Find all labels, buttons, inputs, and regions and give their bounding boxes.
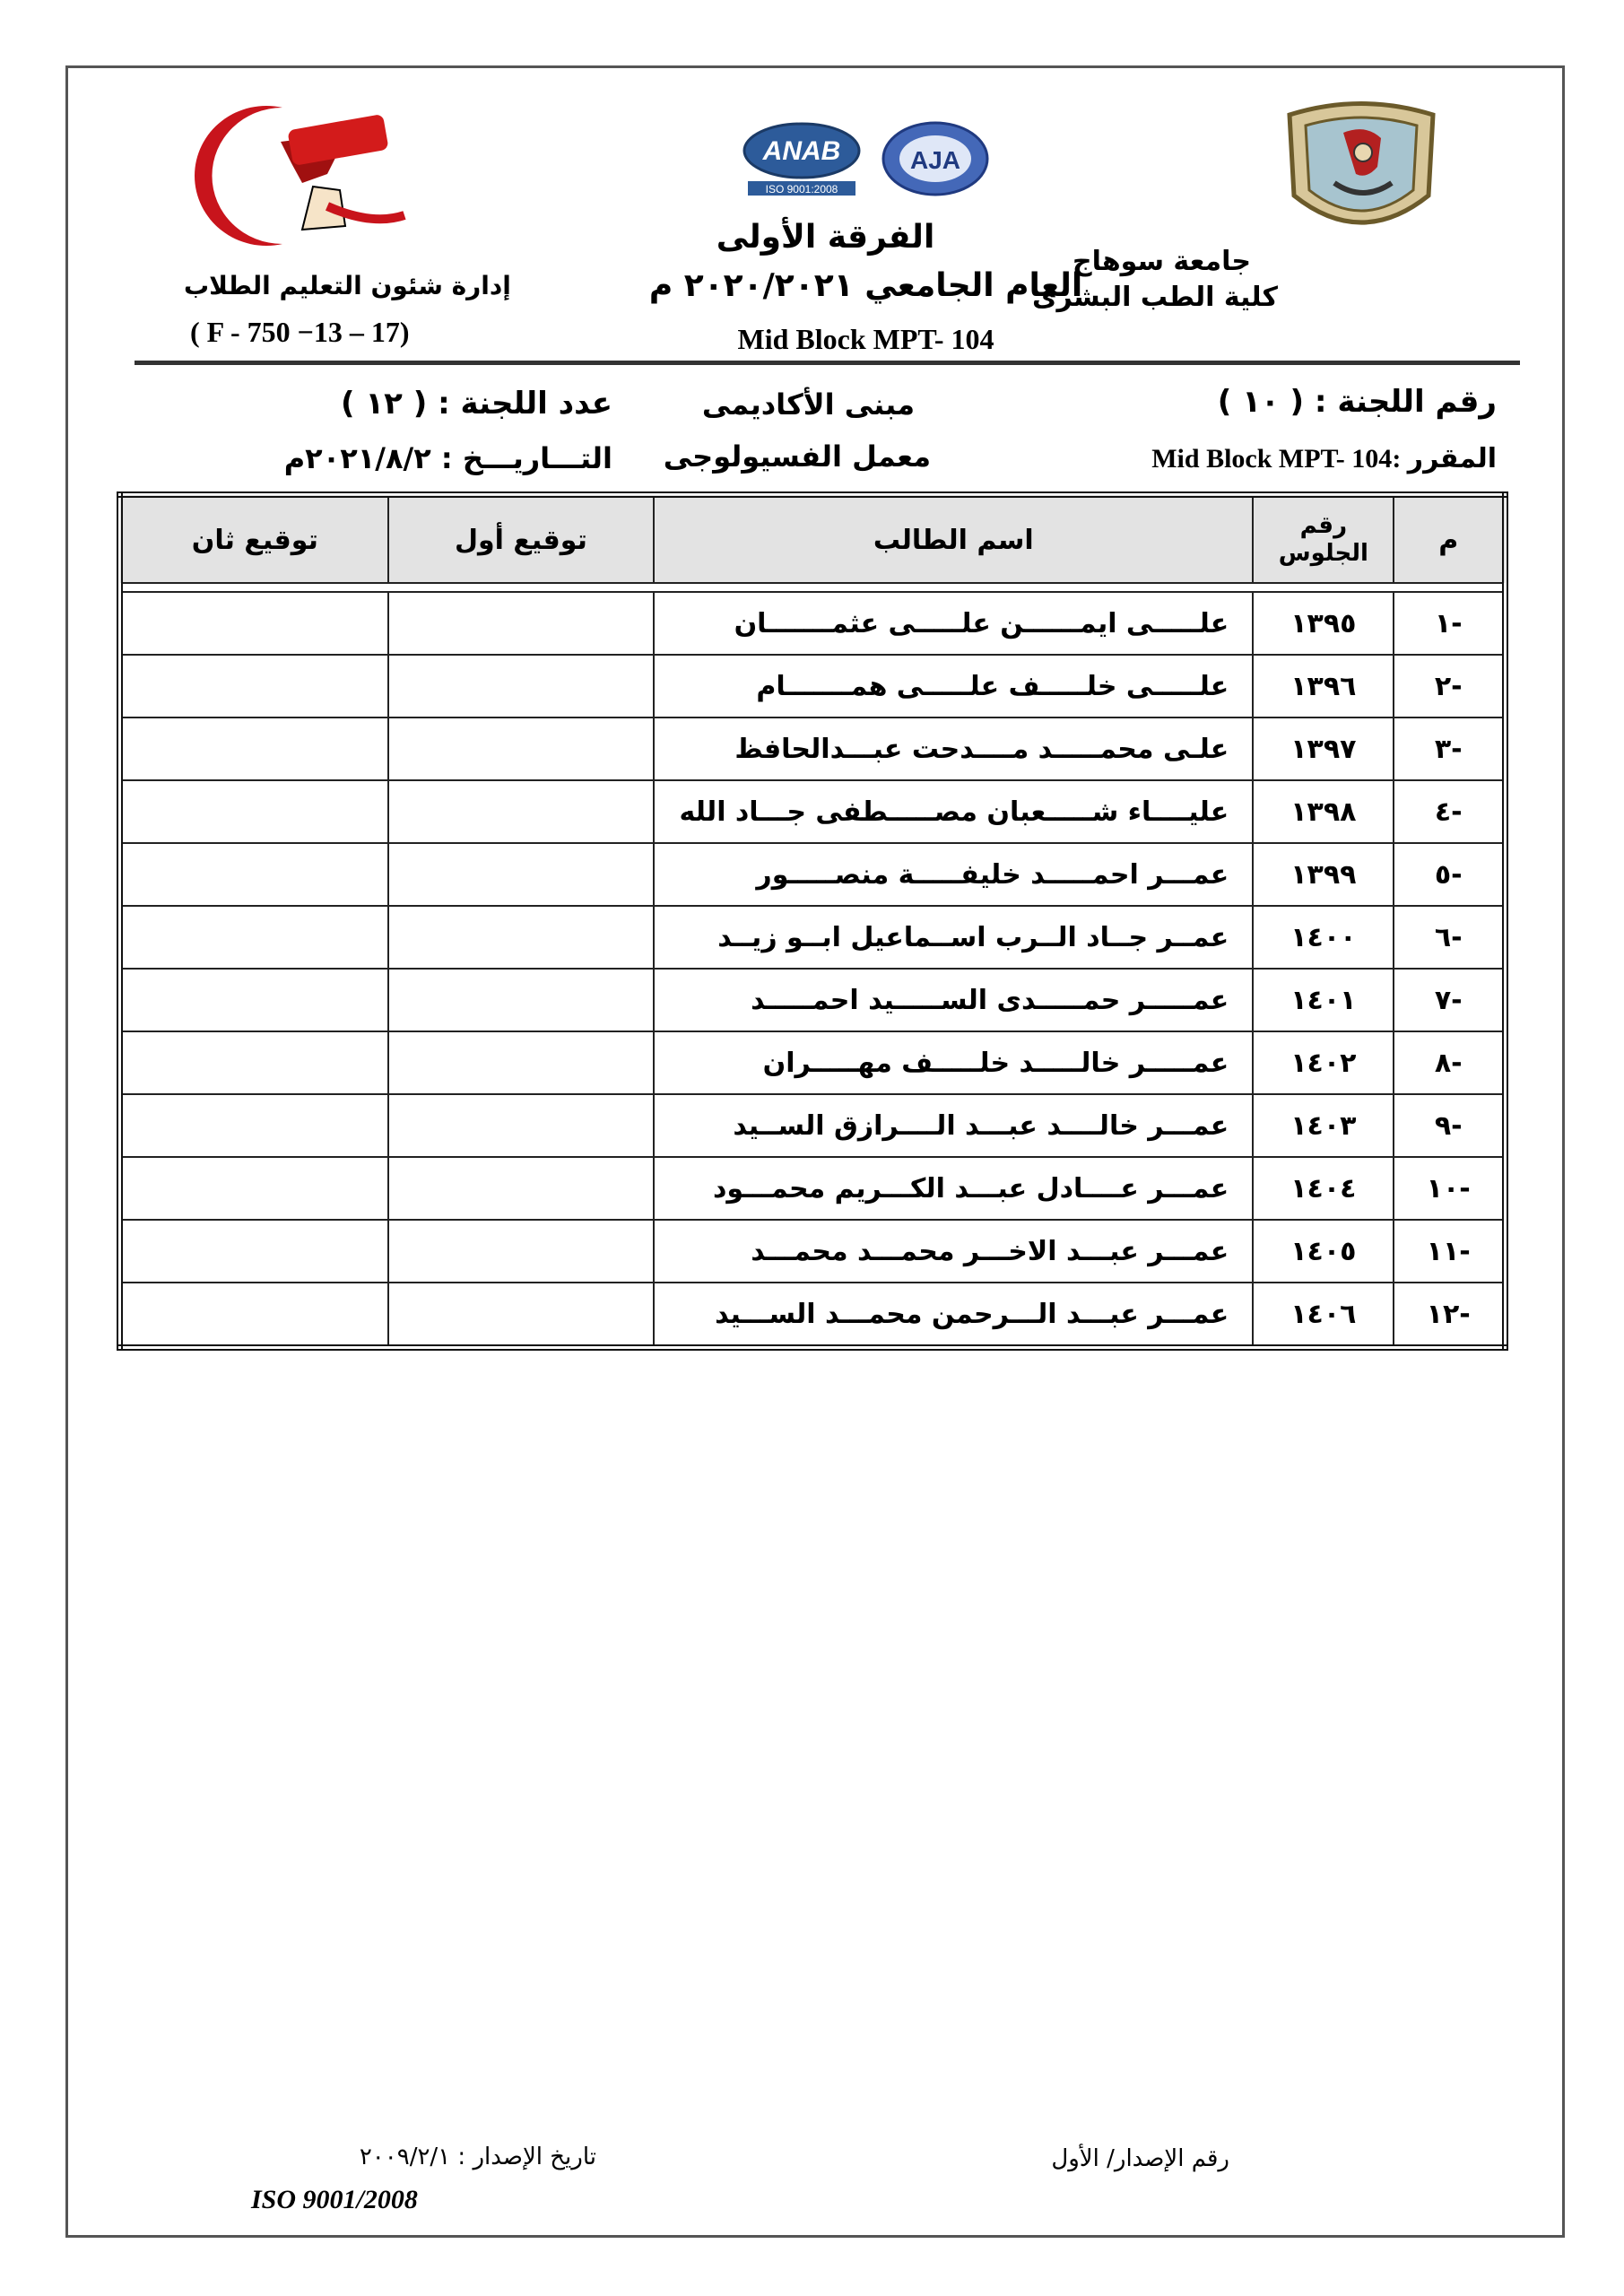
table-row — [120, 592, 1506, 655]
table-row — [120, 1283, 1506, 1348]
form-code: ( F - 750 −13 – 17) — [190, 316, 410, 348]
table-header-row — [120, 495, 1506, 584]
seat-number: ١٤٠٦ — [1253, 1283, 1394, 1348]
second-signature-cell — [120, 780, 388, 843]
seat-number: ١٤٠٥ — [1253, 1220, 1394, 1283]
exam-date: التـــاريـــخ : ٢٠٢١/٨/٢م — [283, 441, 612, 475]
committee-count: عدد اللجنة : ( ١٢ ) — [340, 386, 612, 422]
second-signature-cell — [120, 1157, 388, 1220]
second-signature-cell — [120, 718, 388, 780]
student-name: عمـــــر حمـــــدى الســـــيد احمـــــد — [654, 969, 1253, 1031]
table-row — [120, 780, 1506, 843]
student-name: عمـــر خالــــد عبـــد الــــرازق الســيد — [654, 1094, 1253, 1157]
student-name: عمـــــر خالـــــد خلـــــف مهـــــران — [654, 1031, 1253, 1094]
row-index: -٣ — [1394, 718, 1505, 780]
svg-text:AJA: AJA — [909, 146, 961, 174]
student-name: علـــــى ايمــــــن علـــــى عثمـــــــان — [654, 592, 1253, 655]
course-code-title: Mid Block MPT- 104 — [737, 323, 994, 355]
table-row — [120, 718, 1506, 780]
student-name: عمـــر احمـــــد خليفـــــة منصـــــور — [654, 843, 1253, 906]
second-signature-cell — [120, 843, 388, 906]
building-name: مبنى الأكاديمى — [701, 387, 915, 422]
left-department-name: إدارة شئون التعليم الطلاب — [184, 271, 511, 300]
student-roster-table — [117, 491, 1508, 1351]
issue-number: رقم الإصدار/ الأول — [1051, 2145, 1229, 2172]
seat-number: ١٣٩٦ — [1253, 655, 1394, 718]
anab-accredited-logo — [741, 120, 863, 197]
student-name: عليــــاء شـــــعبان مصـــــطفى جـــاد الله — [654, 780, 1253, 843]
seat-number: ١٤٠٤ — [1253, 1157, 1394, 1220]
first-signature-cell — [388, 655, 655, 718]
first-signature-cell — [388, 1031, 655, 1094]
table-row — [120, 1031, 1506, 1094]
table-row — [120, 655, 1506, 718]
student-name: عمـــر عــــادل عبـــد الكـــريم محمـــود — [654, 1157, 1253, 1220]
header-index: م — [1394, 495, 1505, 584]
right-faculty-name: كلية الطب البشرى — [1031, 282, 1278, 313]
seat-number: ١٣٩٨ — [1253, 780, 1394, 843]
academic-year-group: الفرقة الأولى — [716, 219, 935, 256]
second-signature-cell — [120, 1031, 388, 1094]
row-index: -٨ — [1394, 1031, 1505, 1094]
student-name: علـــــى خلـــــف علـــــى همـــــــام — [654, 655, 1253, 718]
header-second-signature: توقيع ثان — [120, 495, 388, 584]
seat-number: ١٤٠٠ — [1253, 906, 1394, 969]
first-signature-cell — [388, 1094, 655, 1157]
row-index: -١١ — [1394, 1220, 1505, 1283]
table-row — [120, 906, 1506, 969]
faculty-of-medicine-logo — [148, 100, 408, 251]
row-index: -١٠ — [1394, 1157, 1505, 1220]
row-index: -٧ — [1394, 969, 1505, 1031]
issue-date: تاريخ الإصدار : ٢٠٠٩/٢/١ — [359, 2144, 596, 2170]
iso-standard: ISO 9001/2008 — [251, 2185, 418, 2214]
first-signature-cell — [388, 1220, 655, 1283]
second-signature-cell — [120, 592, 388, 655]
first-signature-cell — [388, 592, 655, 655]
row-index: -١٢ — [1394, 1283, 1505, 1348]
student-name: عمـــر عبـــد الـــرحمن محمـــد الســـيد — [654, 1283, 1253, 1348]
second-signature-cell — [120, 1283, 388, 1348]
seat-number: ١٣٩٩ — [1253, 843, 1394, 906]
table-row — [120, 969, 1506, 1031]
student-name: عمــر جــاد الــرب اســماعيل ابــو زيــد — [654, 906, 1253, 969]
first-signature-cell — [388, 1283, 655, 1348]
row-index: -٢ — [1394, 655, 1505, 718]
first-signature-cell — [388, 843, 655, 906]
seat-number: ١٣٩٧ — [1253, 718, 1394, 780]
row-index: -٩ — [1394, 1094, 1505, 1157]
course-label: المقرر :Mid Block MPT- 104 — [1151, 444, 1497, 474]
seat-number: ١٤٠١ — [1253, 969, 1394, 1031]
table-row — [120, 843, 1506, 906]
header-seat-number: رقم الجلوس — [1253, 495, 1394, 584]
first-signature-cell — [388, 780, 655, 843]
student-name: علـى محمـــــد مــــدحت عبـــدالحافظ — [654, 718, 1253, 780]
row-index: -٥ — [1394, 843, 1505, 906]
second-signature-cell — [120, 969, 388, 1031]
first-signature-cell — [388, 969, 655, 1031]
academic-year: العام الجامعي ٢٠٢٠/٢٠٢١ م — [648, 267, 1083, 304]
seat-number: ١٤٠٢ — [1253, 1031, 1394, 1094]
header-first-signature: توقيع أول — [388, 495, 655, 584]
row-index: -١ — [1394, 592, 1505, 655]
header-student-name: اسم الطالب — [654, 495, 1253, 584]
committee-number: رقم اللجنة : ( ١٠ ) — [1217, 384, 1497, 420]
first-signature-cell — [388, 718, 655, 780]
second-signature-cell — [120, 1220, 388, 1283]
aja-registrars-logo — [879, 118, 992, 199]
svg-text:ISO 9001:2008: ISO 9001:2008 — [765, 183, 838, 196]
svg-text:ANAB: ANAB — [762, 136, 841, 166]
seat-number: ١٣٩٥ — [1253, 592, 1394, 655]
table-row — [120, 1094, 1506, 1157]
lab-name: معمل الفسيولوجى — [663, 439, 931, 474]
header-separator — [120, 583, 1506, 592]
right-university-name: جامعة سوهاج — [1072, 246, 1251, 277]
header-divider — [135, 361, 1520, 365]
table-row — [120, 1220, 1506, 1283]
row-index: -٦ — [1394, 906, 1505, 969]
second-signature-cell — [120, 906, 388, 969]
first-signature-cell — [388, 906, 655, 969]
roster-body — [120, 592, 1506, 1348]
seat-number: ١٤٠٣ — [1253, 1094, 1394, 1157]
first-signature-cell — [388, 1157, 655, 1220]
student-name: عمـــر عبـــد الاخـــر محمـــد محمـــد — [654, 1220, 1253, 1283]
second-signature-cell — [120, 655, 388, 718]
second-signature-cell — [120, 1094, 388, 1157]
row-index: -٤ — [1394, 780, 1505, 843]
table-row — [120, 1157, 1506, 1220]
